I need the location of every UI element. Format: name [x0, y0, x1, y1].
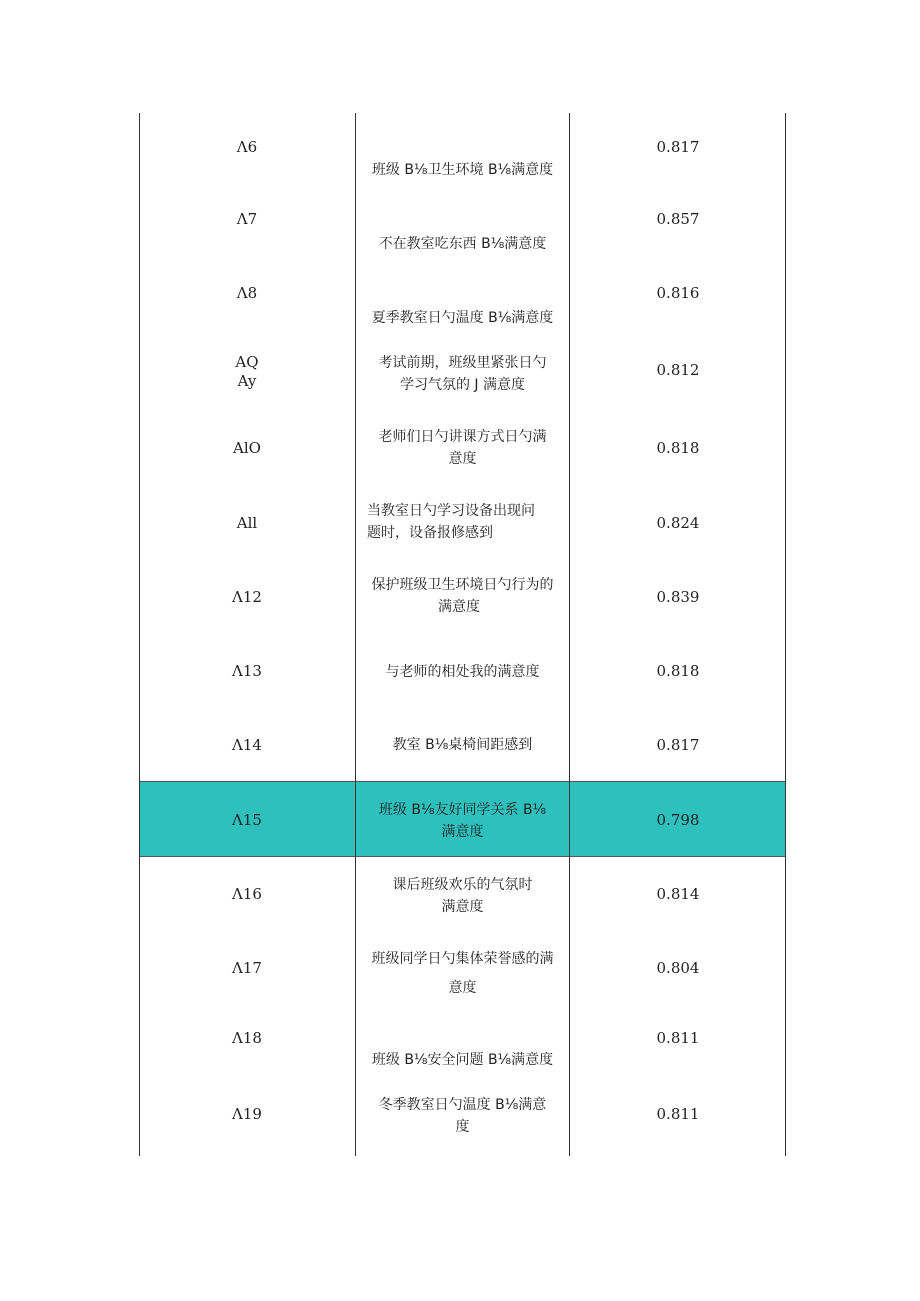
- row-value: 0.824: [656, 514, 700, 532]
- row-item-line: 老师们日勺讲课方式日勺满: [378, 429, 547, 445]
- table-row: [139, 261, 786, 335]
- table-row: [139, 857, 786, 931]
- row-item: [356, 574, 569, 618]
- row-id: Λ15: [232, 811, 262, 829]
- row-item: [356, 233, 569, 255]
- row-id: Λ8: [236, 284, 258, 302]
- satisfaction-table: [139, 113, 786, 1156]
- row-value: 0.812: [656, 361, 700, 379]
- row-id: All: [236, 514, 258, 532]
- row-id-line: AQ Ay: [235, 353, 259, 390]
- table-row: [139, 557, 786, 631]
- row-item: [367, 500, 567, 544]
- row-item-line: 与老师的相处我的满意度: [385, 664, 540, 680]
- row-item: [356, 159, 569, 181]
- row-item-line: 意度: [448, 451, 477, 467]
- table-row: [139, 187, 786, 261]
- row-value: 0.839: [656, 588, 700, 606]
- row-item-line: 满意度: [441, 899, 484, 915]
- row-id: Λ6: [236, 138, 258, 156]
- row-item: [356, 799, 569, 843]
- row-item-line: 意度: [448, 980, 477, 996]
- table-border-left: [139, 113, 140, 1156]
- row-item-line: 班级同学日勺集体荣誉感的满: [371, 951, 554, 967]
- row-item: [356, 734, 569, 756]
- row-item-line: 度: [455, 1119, 470, 1135]
- table-row-highlighted: [139, 781, 786, 857]
- row-item-line: 冬季教室日勺温度 B⅛满意: [378, 1097, 547, 1113]
- row-value: 0.818: [656, 439, 700, 457]
- row-item-line: 不在教室吃东西 B⅛满意度: [378, 236, 547, 252]
- row-id: Λ14: [232, 736, 262, 754]
- row-id: Λ18: [232, 1029, 262, 1047]
- table-row: [139, 1005, 786, 1079]
- row-id: Λ12: [232, 588, 262, 606]
- column-divider-2: [569, 113, 570, 1156]
- row-item: [356, 307, 569, 329]
- row-item: [356, 1049, 569, 1071]
- row-item-line: 学习气氛的 J 满意度: [399, 377, 526, 393]
- row-item-line: 课后班级欢乐的气氛时: [392, 877, 533, 893]
- row-value: 0.814: [656, 885, 700, 903]
- row-value: 0.816: [656, 284, 700, 302]
- row-item-line: 保护班级卫生环境日勺行为的: [371, 577, 554, 593]
- row-id: Λ7: [236, 210, 258, 228]
- table-border-right: [785, 113, 786, 1156]
- table-row: [139, 409, 786, 483]
- row-id: Λ13: [232, 662, 262, 680]
- row-item: [356, 874, 569, 918]
- row-item-line: 班级 B⅛安全问题 B⅛满意度: [371, 1052, 554, 1068]
- table-row: [139, 1079, 786, 1156]
- row-item-line: 满意度: [438, 599, 480, 615]
- table-row: [139, 931, 786, 1005]
- column-divider-1: [355, 113, 356, 1156]
- row-item: [356, 945, 569, 1003]
- row-id: AlO: [233, 439, 261, 457]
- table-row: [139, 113, 786, 187]
- row-item-line: 教室 B⅛桌椅间距感到: [392, 737, 533, 753]
- row-value: 0.798: [656, 811, 700, 829]
- row-item-line: 当教室日勺学习设备出现问: [367, 503, 535, 519]
- table-row: [139, 631, 786, 705]
- row-value: 0.857: [656, 210, 700, 228]
- row-item-line: 考试前期，班级里紧张日勺: [378, 355, 547, 371]
- row-value: 0.817: [656, 138, 700, 156]
- row-value: 0.817: [656, 736, 700, 754]
- row-value: 0.811: [656, 1029, 700, 1047]
- row-id: [139, 353, 355, 391]
- row-item-line: 班级 B⅛友好同学关系 B⅛: [378, 802, 547, 818]
- row-item-line: 夏季教室日勺温度 B⅛满意度: [371, 310, 554, 326]
- row-item: [356, 1094, 569, 1138]
- table-row: [139, 483, 786, 557]
- row-id: Λ17: [232, 959, 262, 977]
- table-row: [139, 335, 786, 409]
- row-value: 0.804: [656, 959, 700, 977]
- row-id: Λ19: [232, 1105, 262, 1123]
- row-item-line: 班级 B⅛卫生环境 B⅛满意度: [371, 162, 554, 178]
- row-item-line: 题时，设备报修感到: [367, 525, 493, 541]
- row-value: 0.811: [656, 1105, 700, 1123]
- row-item: [356, 352, 569, 396]
- row-value: 0.818: [656, 662, 700, 680]
- row-item: [356, 426, 569, 470]
- table-row: [139, 705, 786, 781]
- row-id: Λ16: [232, 885, 262, 903]
- row-item: [356, 661, 569, 683]
- row-item-line: 满意度: [441, 824, 484, 840]
